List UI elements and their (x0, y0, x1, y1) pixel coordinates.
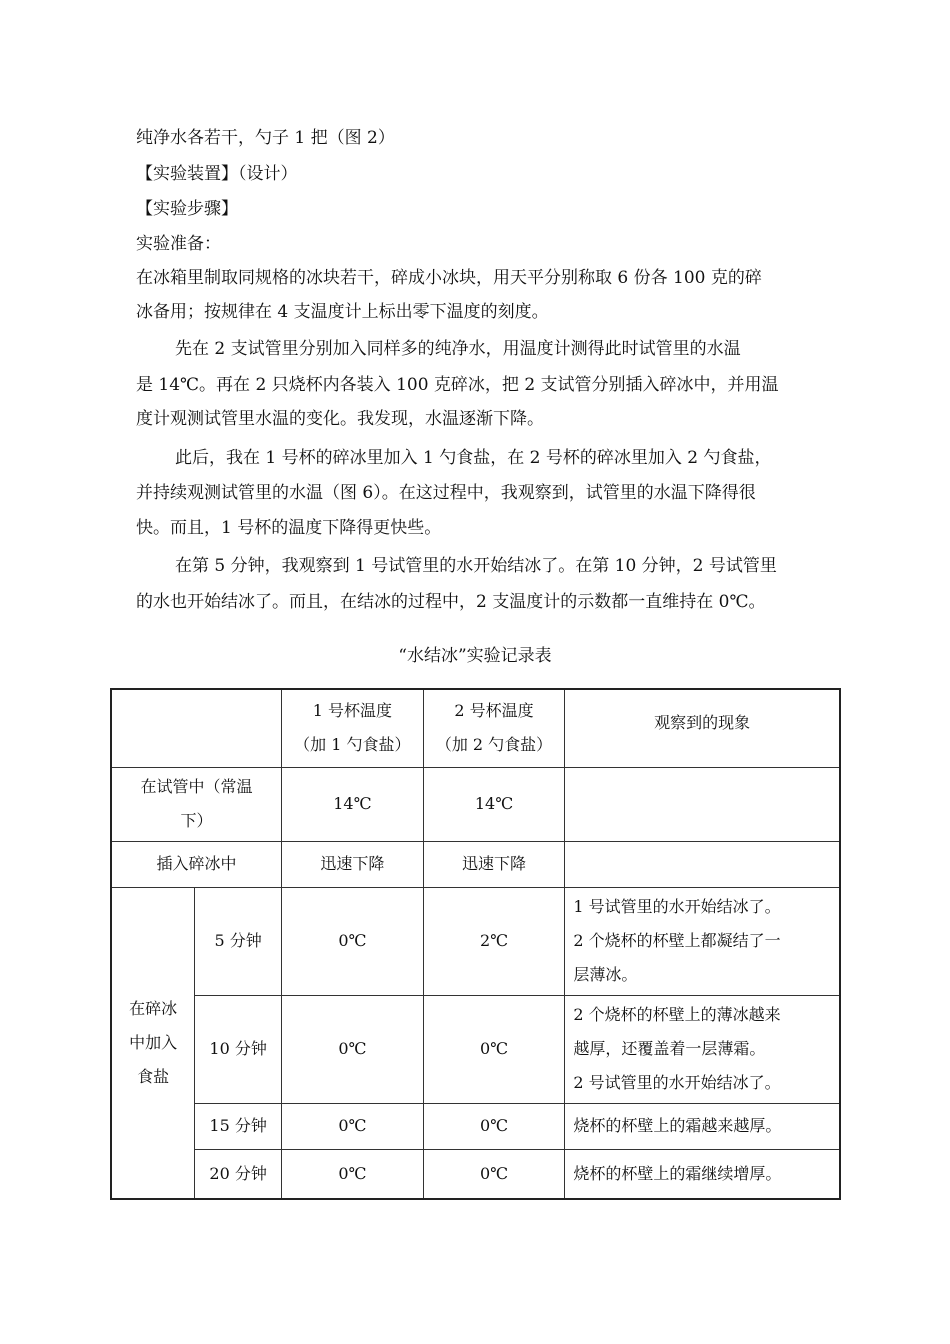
header-cup2-line1: 2 号杯温度 (454, 701, 534, 721)
heading-apparatus: 【实验装置】（设计） (136, 164, 298, 184)
paragraph-prep-line1: 在冰箱里制取同规格的冰块若干，碎成小冰块，用天平分别称取 6 份各 100 克的碎 (136, 268, 762, 288)
paragraph-step1-line1: 先在 2 支试管里分别加入同样多的纯净水，用温度计测得此时试管里的水温 (175, 339, 741, 359)
header-cup1 (282, 689, 424, 767)
group-salt-label-line1: 在碎冰 (129, 998, 178, 1018)
observation-line: 1 号试管里的水开始结冰了。 (573, 897, 781, 916)
header-observation: 观察到的现象 (565, 689, 840, 767)
row-observation (565, 887, 840, 995)
paragraph-step2-line1: 此后，我在 1 号杯的碎冰里加入 1 勺食盐，在 2 号杯的碎冰里加入 2 勺食盐， (175, 448, 772, 468)
row-room-label-line1: 在试管中（常温 (140, 777, 253, 796)
row-time: 15 分钟 (195, 1103, 282, 1149)
table-row (111, 995, 840, 1103)
heading-preparation: 实验准备： (136, 234, 221, 254)
row-cup1: 0℃ (282, 887, 424, 995)
row-room-label-line2: 下） (180, 811, 213, 830)
row-insert-label: 插入碎冰中 (111, 841, 282, 887)
row-insert-cup2: 迅速下降 (423, 841, 565, 887)
paragraph-step2-line2: 并持续观测试管里的水温（图 6）。在这过程中，我观察到，试管里的水温下降得很 (136, 483, 756, 503)
paragraph-prep-line2: 冰备用；按规律在 4 支温度计上标出零下温度的刻度。 (136, 302, 549, 322)
row-cup2: 0℃ (423, 995, 565, 1103)
row-time: 20 分钟 (195, 1149, 282, 1199)
header-empty-cell (111, 689, 282, 767)
row-cup2: 0℃ (423, 1149, 565, 1199)
header-cup2 (423, 689, 565, 767)
observation-line: 2 个烧杯的杯壁上都凝结了一 (573, 931, 781, 950)
row-room-cup1: 14℃ (282, 767, 424, 841)
paragraph-step3-line1: 在第 5 分钟，我观察到 1 号试管里的水开始结冰了。在第 10 分钟，2 号试管里 (175, 556, 777, 576)
row-time: 5 分钟 (195, 887, 282, 995)
observation-line: 层薄冰。 (573, 965, 638, 984)
table-row (111, 1149, 840, 1199)
group-salt-label (111, 887, 195, 1199)
table-row (111, 767, 840, 841)
row-observation: 烧杯的杯壁上的霜越来越厚。 (565, 1103, 840, 1149)
header-cup1-line2: （加 1 勺食盐） (294, 735, 411, 755)
header-cup2-line2: （加 2 勺食盐） (435, 735, 553, 755)
row-cup1: 0℃ (282, 995, 424, 1103)
header-cup1-line1: 1 号杯温度 (312, 701, 392, 721)
table-row (111, 1103, 840, 1149)
paragraph-step1-line2: 是 14℃。再在 2 只烧杯内各装入 100 克碎冰，把 2 支试管分别插入碎冰中，并用温 (136, 375, 779, 395)
heading-steps: 【实验步骤】 (136, 199, 238, 219)
row-room-cup2: 14℃ (423, 767, 565, 841)
row-observation (565, 995, 840, 1103)
observation-line: 2 个烧杯的杯壁上的薄冰越来 (573, 1005, 781, 1024)
row-cup1: 0℃ (282, 1103, 424, 1149)
row-cup1: 0℃ (282, 1149, 424, 1199)
row-time: 10 分钟 (195, 995, 282, 1103)
paragraph-step2-line3: 快。而且，1 号杯的温度下降得更快些。 (136, 518, 442, 538)
row-room-observation (565, 767, 840, 841)
table-caption: “水结冰”实验记录表 (398, 646, 552, 666)
row-cup2: 0℃ (423, 1103, 565, 1149)
paragraph-materials: 纯净水各若干，勺子 1 把（图 2） (136, 128, 395, 148)
row-insert-cup1: 迅速下降 (282, 841, 424, 887)
row-observation: 烧杯的杯壁上的霜继续增厚。 (565, 1149, 840, 1199)
table-row (111, 887, 840, 995)
table-row (111, 841, 840, 887)
group-salt-label-line2: 中加入 (129, 1032, 178, 1052)
observation-line: 2 号试管里的水开始结冰了。 (573, 1073, 781, 1092)
paragraph-step3-line2: 的水也开始结冰了。而且，在结冰的过程中，2 支温度计的示数都一直维持在 0℃。 (136, 592, 766, 612)
paragraph-step1-line3: 度计观测试管里水温的变化。我发现，水温逐渐下降。 (136, 409, 544, 429)
row-room-label (111, 767, 282, 841)
row-cup2: 2℃ (423, 887, 565, 995)
table-header-row (111, 689, 840, 767)
row-insert-observation (565, 841, 840, 887)
experiment-record-table (110, 688, 841, 1200)
group-salt-label-line3: 食盐 (137, 1066, 170, 1086)
observation-line: 越厚，还覆盖着一层薄霜。 (573, 1039, 766, 1058)
